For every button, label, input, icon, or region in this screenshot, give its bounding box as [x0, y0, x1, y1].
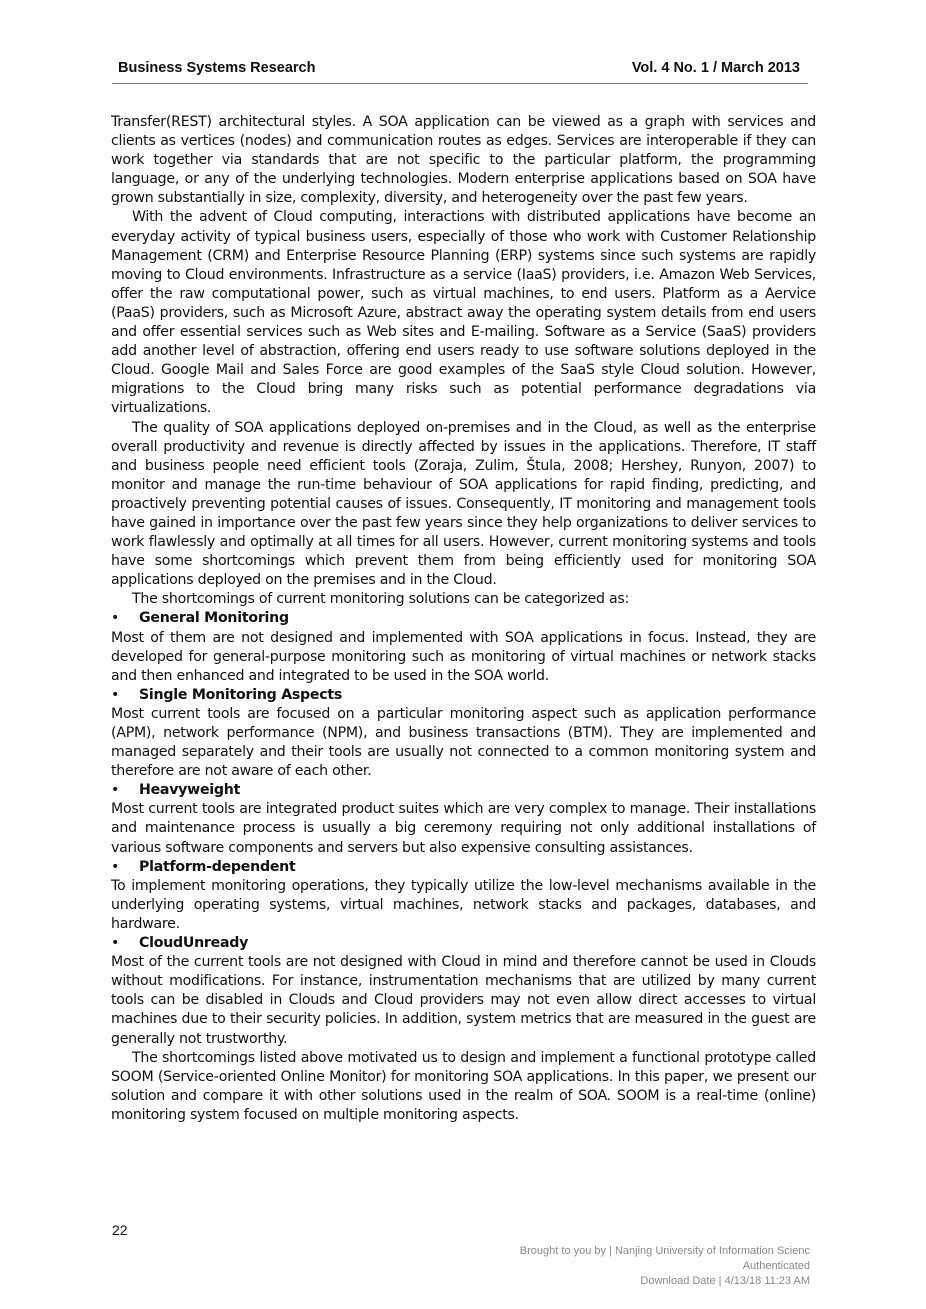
- running-header: [112, 60, 808, 82]
- bullet-heading: • Platform-dependent: [111, 858, 816, 877]
- paragraph: The quality of SOA applications deployed on-premises and in the Cloud, as well as the enterprise overall productivity and revenue is directly affected by issues in the applications. Therefore, IT staff and business people need efficient tools (Zoraja, Zulim, Štula, 2008; Hershey, Runyon, 2007) to monitor and manage the run-time behaviour of SOA applications for rapid finding, predicting, and proactively preventing potential causes of issues. Consequently, IT monitoring and management tools have gained in importance over the past few years since they help organizations to deliver services to work flawlessly and optimally at all times for all users. However, current monitoring systems and tools have some shortcomings which prevent them from being efficiently used for monitoring SOA applications deployed on the premises and in the Cloud.: [111, 419, 816, 589]
- bullet-icon: •: [111, 610, 120, 627]
- footer-line: Authenticated: [742, 1260, 810, 1272]
- bullet-icon: •: [111, 935, 120, 952]
- paragraph: The shortcomings listed above motivated us to design and implement a functional prototype called SOOM (Service-oriented Online Monitor) for monitoring SOA applications. In this paper, we present our solution and compare it with other solutions used in the realm of SOA. SOOM is a real-time (online) monitoring system focused on multiple monitoring aspects.: [111, 1049, 816, 1123]
- bullet-text: Most of them are not designed and implemented with SOA applications in focus. Instead, they are developed for general-purpose monitoring such as monitoring of virtual machines or network stacks and then enhanced and integrated to be used in the SOA world.: [111, 629, 816, 684]
- bullet-icon: •: [111, 858, 120, 875]
- journal-title: Business Systems Research: [118, 60, 316, 76]
- paragraph: The shortcomings of current monitoring solutions can be categorized as:: [132, 591, 630, 608]
- bullet-heading: • General Monitoring: [111, 609, 816, 628]
- footer-line: Brought to you by | Nanjing University of Information Scienc: [519, 1245, 810, 1257]
- header-divider: [112, 83, 808, 84]
- download-footer: [520, 1244, 810, 1289]
- bullet-icon: •: [111, 686, 120, 703]
- bullet-text: Most current tools are focused on a particular monitoring aspect such as application performance (APM), network performance (NPM), and business transactions (BTM). They are implemented and managed separately and their tools are usually not connected to a common monitoring system and therefore are not aware of each other.: [111, 705, 816, 780]
- bullet-heading: • Heavyweight: [111, 781, 816, 800]
- issue-info: Vol. 4 No. 1 / March 2013: [631, 60, 800, 76]
- article-body: [111, 113, 816, 1125]
- bullet-icon: •: [111, 782, 120, 799]
- bullet-heading: • CloudUnready: [111, 934, 816, 953]
- paragraph: Transfer(REST) architectural styles. A SOA application can be viewed as a graph with services and clients as vertices (nodes) and communication routes as edges. Services are interoperable if they can work together via standards that are not specific to the particular platform, the programming language, or any of the underlying technologies. Modern enterprise applications based on SOA have grown substantially in size, complexity, diversity, and heterogeneity over the past few years.: [111, 114, 816, 207]
- bullet-text: Most of the current tools are not designed with Cloud in mind and therefore cannot be used in Clouds without modifications. For instance, instrumentation mechanisms that are utilized by many current tools can be disabled in Clouds and Cloud providers may not even allow direct accesses to virtual machines due to their security policies. In addition, system metrics that are measured in the guest are generally not trustworthy.: [111, 954, 816, 1047]
- paragraph: With the advent of Cloud computing, interactions with distributed applications have become an everyday activity of typical business users, especially of those who work with Customer Relationship Management (CRM) and Enterprise Resource Planning (ERP) systems since such systems are rapidly moving to Cloud environments. Infrastructure as a service (IaaS) providers, i.e. Amazon Web Services, offer the raw computational power, such as virtual machines, to end users. Platform as a Aervice (PaaS) providers, such as Microsoft Azure, abstract away the operating system details from end users and offer essential services such as Web sites and E-mailing. Software as a Service (SaaS) providers add another level of abstraction, offering end users ready to use software solutions deployed in the Cloud. Google Mail and Sales Force are good examples of the SaaS style Cloud solution. However, migrations to the Cloud bring many risks such as potential performance degradations via virtualizations.: [111, 209, 816, 417]
- bullet-heading: • Single Monitoring Aspects: [111, 686, 816, 705]
- page-number: 22: [112, 1222, 128, 1238]
- bullet-text: To implement monitoring operations, they typically utilize the low-level mechanisms available in the underlying operating systems, virtual machines, network stacks and packages, databases, and hardware.: [111, 877, 816, 932]
- bullet-text: Most current tools are integrated product suites which are very complex to manage. Their installations and maintenance process is usually a big ceremony requiring not only additional installations of various software components and servers but also expensive consulting assistances.: [111, 801, 816, 856]
- footer-line: Download Date | 4/13/18 11:23 AM: [640, 1275, 810, 1287]
